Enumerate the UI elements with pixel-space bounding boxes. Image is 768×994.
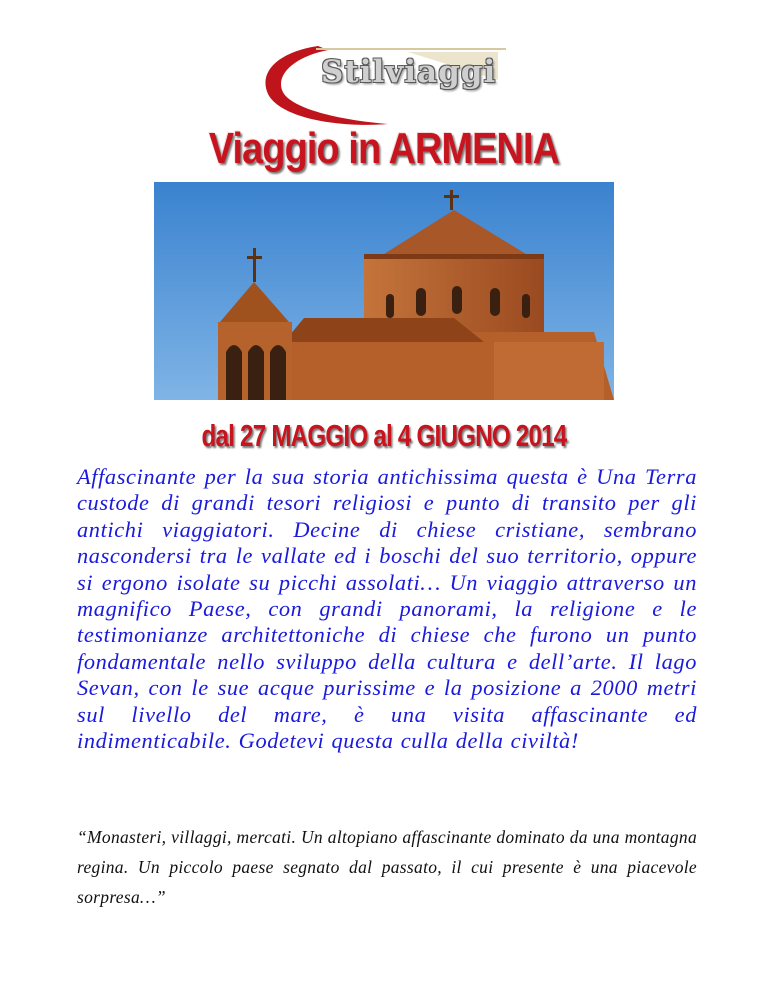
trip-dates: dal 27 MAGGIO al 4 GIUGNO 2014 [201, 418, 567, 453]
stilviaggi-logo [258, 38, 518, 128]
page-title: Viaggio in ARMENIA [208, 124, 560, 173]
logo-brand-text: Stilviaggi [321, 54, 497, 90]
intro-paragraph: Affascinante per la sua storia antichissima questa è Una Terra custode di grandi tesori religiosi e punto di transito per gli antichi viaggiatori. Decine di chiese cristiane, sembrano nascondersi tra le vallate ed i boschi del suo territorio, oppure si ergono isolate su picchi assolati… Un viaggio attraverso un magnifico Paese, con grandi panorami, la religione e le testimonianze architettoniche di chiese che furono un punto fondamentale nello sviluppo della cultura e dell’arte. Il lago Sevan, con le sue acque purissime e la posizione a 2000 metri sul livello del mare, è una visita affascinante ed indimenticabile. Godetevi questa culla della civiltà! [77, 464, 697, 754]
quote-paragraph: “Monasteri, villaggi, mercati. Un altopiano affascinante dominato da una montagna regina. Un piccolo paese segnato dal passato, il cui presente è una piacevole sorpresa…” [77, 827, 697, 907]
church-photo [154, 182, 614, 400]
